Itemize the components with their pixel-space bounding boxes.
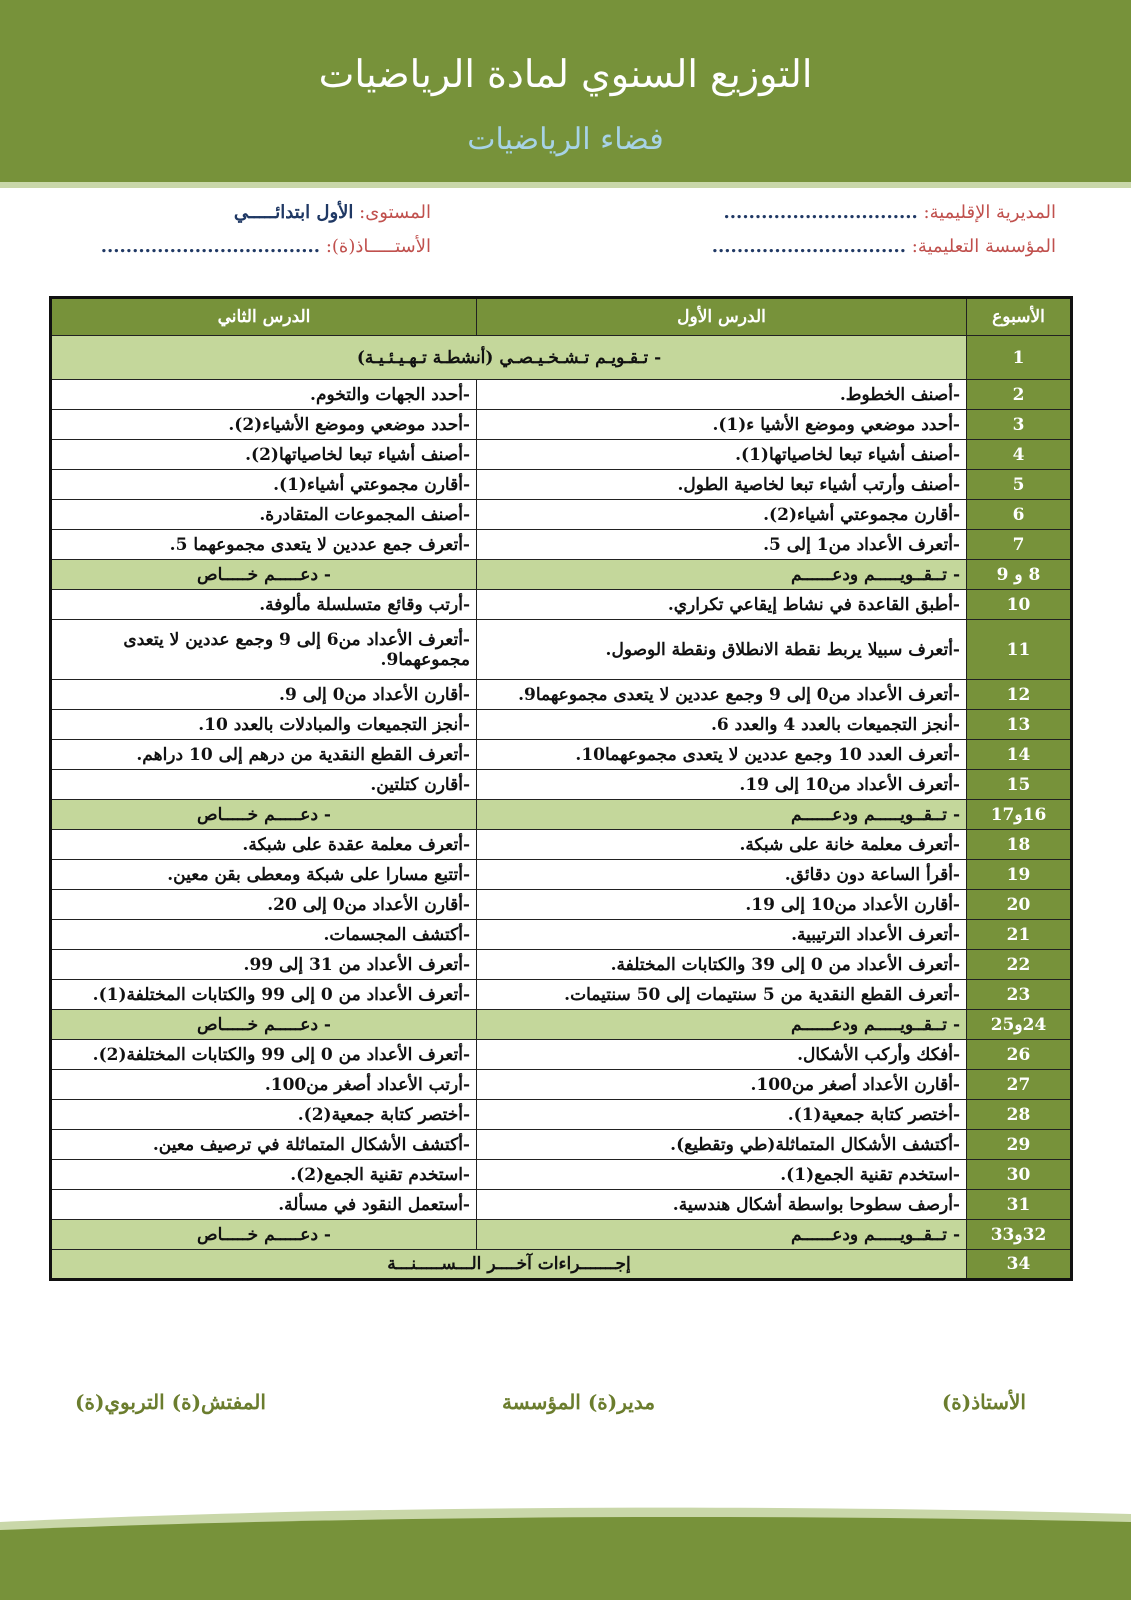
lesson2-cell: -أتعرف الأعداد من6 إلى 9 وجمع عددين لا يتعدى مجموعهما9. (51, 620, 477, 680)
week-cell: 23 (967, 980, 1072, 1010)
week-cell: 1 (967, 336, 1072, 380)
footer-wave (0, 1500, 1131, 1600)
table-row (51, 920, 1072, 950)
table-row (51, 770, 1072, 800)
lesson2-cell: -أقارن كتلتين. (51, 770, 477, 800)
span-cell: - تـقـويـم تـشـخـيـصـي (أنشطـة تـهـيـئـيـة) (51, 336, 967, 380)
week-cell: 10 (967, 590, 1072, 620)
table-header-row (51, 298, 1072, 336)
lesson2-cell: -أتعرف معلمة عقدة على شبكة. (51, 830, 477, 860)
lesson1-cell: -أتعرف سبيلا يربط نقطة الانطلاق ونقطة الوصول. (477, 620, 967, 680)
lesson1-cell: -أحدد موضعي وموضع الأشيا ء(1). (477, 410, 967, 440)
week-cell: 19 (967, 860, 1072, 890)
lesson2-cell: -أقارن الأعداد من0 إلى 20. (51, 890, 477, 920)
level-line (234, 202, 431, 223)
week-cell: 31 (967, 1190, 1072, 1220)
lesson2-cell: -أرتب الأعداد أصغر من100. (51, 1070, 477, 1100)
week-cell: 7 (967, 530, 1072, 560)
lesson1-cell: - تــقــويـــــم ودعــــــم (477, 1220, 967, 1250)
lesson1-cell: -أتعرف الأعداد من 0 إلى 39 والكتابات المختلفة. (477, 950, 967, 980)
page-subtitle: فضاء الرياضيات (467, 122, 664, 157)
lesson1-cell: -أقارن مجموعتي أشياء(2). (477, 500, 967, 530)
header-lesson1: الدرس الأول (477, 298, 967, 336)
lesson2-cell: -استخدم تقنية الجمع(2). (51, 1160, 477, 1190)
header-banner (0, 0, 1131, 188)
lesson2-cell: - دعـــــم خـــــاص (51, 800, 477, 830)
lesson1-cell: - تــقــويـــــم ودعــــــم (477, 560, 967, 590)
lesson1-cell: -أقارن الأعداد من10 إلى 19. (477, 890, 967, 920)
lesson1-cell: -أتعرف العدد 10 وجمع عددين لا يتعدى مجموعهما10. (477, 740, 967, 770)
week-cell: 11 (967, 620, 1072, 680)
lesson2-cell: -أستعمل النقود في مسألة. (51, 1190, 477, 1220)
page-title: التوزيع السنوي لمادة الرياضيات (318, 52, 813, 96)
lesson1-cell: - تــقــويـــــم ودعــــــم (477, 800, 967, 830)
table-row (51, 980, 1072, 1010)
header-week: الأسبوع (967, 298, 1072, 336)
lesson2-cell: -أحدد موضعي وموضع الأشياء(2). (51, 410, 477, 440)
lesson2-cell: -أكتشف الأشكال المتماثلة في ترصيف معين. (51, 1130, 477, 1160)
lesson1-cell: -أتعرف الأعداد من1 إلى 5. (477, 530, 967, 560)
week-cell: 4 (967, 440, 1072, 470)
school-value: ............................... (711, 236, 907, 257)
table-row (51, 830, 1072, 860)
lesson2-cell: -أرتب وقائع متسلسلة مألوفة. (51, 590, 477, 620)
week-cell: 6 (967, 500, 1072, 530)
lesson2-cell: -أتعرف الأعداد من 31 إلى 99. (51, 950, 477, 980)
week-cell: 29 (967, 1130, 1072, 1160)
lesson1-cell: -استخدم تقنية الجمع(1). (477, 1160, 967, 1190)
table-row (51, 620, 1072, 680)
lesson2-cell: - دعـــــم خـــــاص (51, 1010, 477, 1040)
directorate-label: المديرية الإقليمية: (923, 202, 1056, 223)
teacher-label: الأستـــــاذ(ة): (325, 236, 431, 257)
table-row (51, 1070, 1072, 1100)
table-row (51, 740, 1072, 770)
table-row (51, 336, 1072, 380)
week-cell: 26 (967, 1040, 1072, 1070)
lesson2-cell: -أقارن الأعداد من0 إلى 9. (51, 680, 477, 710)
week-cell: 3 (967, 410, 1072, 440)
week-cell: 21 (967, 920, 1072, 950)
level-value: الأول ابتدائـــــي (233, 202, 354, 223)
lesson2-cell: -أتعرف الأعداد من 0 إلى 99 والكتابات المختلفة(1). (51, 980, 477, 1010)
directorate-value: ............................... (723, 202, 918, 223)
table-row (51, 800, 1072, 830)
week-cell: 32و33 (967, 1220, 1072, 1250)
lesson2-cell: -أقارن مجموعتي أشياء(1). (51, 470, 477, 500)
span-cell: إجـــــــراءات آخــــر الـــســـــنـــة (51, 1250, 967, 1280)
table-row (51, 1250, 1072, 1280)
table-row (51, 500, 1072, 530)
lesson1-cell: -أختصر كتابة جمعية(1). (477, 1100, 967, 1130)
signature-inspector: المفتش(ة) التربوي(ة) (75, 1390, 266, 1414)
table-row (51, 680, 1072, 710)
week-cell: 20 (967, 890, 1072, 920)
lesson2-cell: - دعـــــم خـــــاص (51, 1220, 477, 1250)
week-cell: 8 و 9 (967, 560, 1072, 590)
lesson1-cell: -أتعرف معلمة خانة على شبكة. (477, 830, 967, 860)
lesson1-cell: -أصنف الخطوط. (477, 380, 967, 410)
week-cell: 15 (967, 770, 1072, 800)
lesson2-cell: - دعـــــم خـــــاص (51, 560, 477, 590)
lesson2-cell: -أختصر كتابة جمعية(2). (51, 1100, 477, 1130)
lesson2-cell: -أحدد الجهات والتخوم. (51, 380, 477, 410)
teacher-line (101, 236, 431, 257)
week-cell: 28 (967, 1100, 1072, 1130)
table-row (51, 470, 1072, 500)
lesson2-cell: -أصنف أشياء تبعا لخاصياتها(2). (51, 440, 477, 470)
distribution-table (49, 296, 1073, 1281)
table-row (51, 710, 1072, 740)
table-body (51, 336, 1072, 1280)
week-cell: 5 (967, 470, 1072, 500)
week-cell: 12 (967, 680, 1072, 710)
lesson1-cell: -أتعرف الأعداد من10 إلى 19. (477, 770, 967, 800)
lesson2-cell: -أتعرف القطع النقدية من درهم إلى 10 دراهم. (51, 740, 477, 770)
table-row (51, 1130, 1072, 1160)
table-row (51, 1010, 1072, 1040)
table-row (51, 1100, 1072, 1130)
table-row (51, 860, 1072, 890)
table-row (51, 1160, 1072, 1190)
table-row (51, 590, 1072, 620)
week-cell: 34 (967, 1250, 1072, 1280)
header-lesson2: الدرس الثاني (51, 298, 477, 336)
lesson2-cell: -أتتبع مسارا على شبكة ومعطى بقن معين. (51, 860, 477, 890)
week-cell: 24و25 (967, 1010, 1072, 1040)
week-cell: 30 (967, 1160, 1072, 1190)
table-row (51, 1190, 1072, 1220)
school-line (712, 236, 1056, 257)
lesson1-cell: -أطبق القاعدة في نشاط إيقاعي تكراري. (477, 590, 967, 620)
week-cell: 14 (967, 740, 1072, 770)
lesson1-cell: -أتعرف القطع النقدية من 5 سنتيمات إلى 50 سنتيمات. (477, 980, 967, 1010)
lesson1-cell: -أقرأ الساعة دون دقائق. (477, 860, 967, 890)
lesson1-cell: -أتعرف الأعداد من0 إلى 9 وجمع عددين لا يتعدى مجموعهما9. (477, 680, 967, 710)
lesson2-cell: -أنجز التجميعات والمبادلات بالعدد 10. (51, 710, 477, 740)
signature-director: مدير(ة) المؤسسة (502, 1390, 656, 1414)
directorate-line (724, 202, 1056, 223)
table-row (51, 560, 1072, 590)
table-row (51, 950, 1072, 980)
lesson2-cell: -أكتشف المجسمات. (51, 920, 477, 950)
lesson1-cell: -أرصف سطوحا بواسطة أشكال هندسية. (477, 1190, 967, 1220)
table-row (51, 440, 1072, 470)
lesson1-cell: -أتعرف الأعداد الترتيبية. (477, 920, 967, 950)
lesson2-cell: -أصنف المجموعات المتقادرة. (51, 500, 477, 530)
lesson2-cell: -أتعرف الأعداد من 0 إلى 99 والكتابات المختلفة(2). (51, 1040, 477, 1070)
table-row (51, 410, 1072, 440)
lesson1-cell: -أقارن الأعداد أصغر من100. (477, 1070, 967, 1100)
lesson1-cell: -أفكك وأركب الأشكال. (477, 1040, 967, 1070)
week-cell: 18 (967, 830, 1072, 860)
signature-teacher: الأستاذ(ة) (941, 1390, 1026, 1414)
lesson1-cell: -أنجز التجميعات بالعدد 4 والعدد 6. (477, 710, 967, 740)
school-label: المؤسسة التعليمية: (911, 236, 1056, 257)
table-row (51, 530, 1072, 560)
week-cell: 27 (967, 1070, 1072, 1100)
table-row (51, 380, 1072, 410)
lesson1-cell: - تــقــويـــــم ودعــــــم (477, 1010, 967, 1040)
lesson1-cell: -أصنف وأرتب أشياء تبعا لخاصية الطول. (477, 470, 967, 500)
lesson2-cell: -أتعرف جمع عددين لا يتعدى مجموعهما 5. (51, 530, 477, 560)
table-row (51, 890, 1072, 920)
lesson1-cell: -أكتشف الأشكال المتماثلة(طي وتقطيع). (477, 1130, 967, 1160)
week-cell: 13 (967, 710, 1072, 740)
week-cell: 2 (967, 380, 1072, 410)
level-label: المستوى: (359, 202, 431, 223)
lesson1-cell: -أصنف أشياء تبعا لخاصياتها(1). (477, 440, 967, 470)
table-row (51, 1040, 1072, 1070)
week-cell: 16و17 (967, 800, 1072, 830)
table-row (51, 1220, 1072, 1250)
week-cell: 22 (967, 950, 1072, 980)
teacher-value: ................................... (100, 236, 321, 257)
